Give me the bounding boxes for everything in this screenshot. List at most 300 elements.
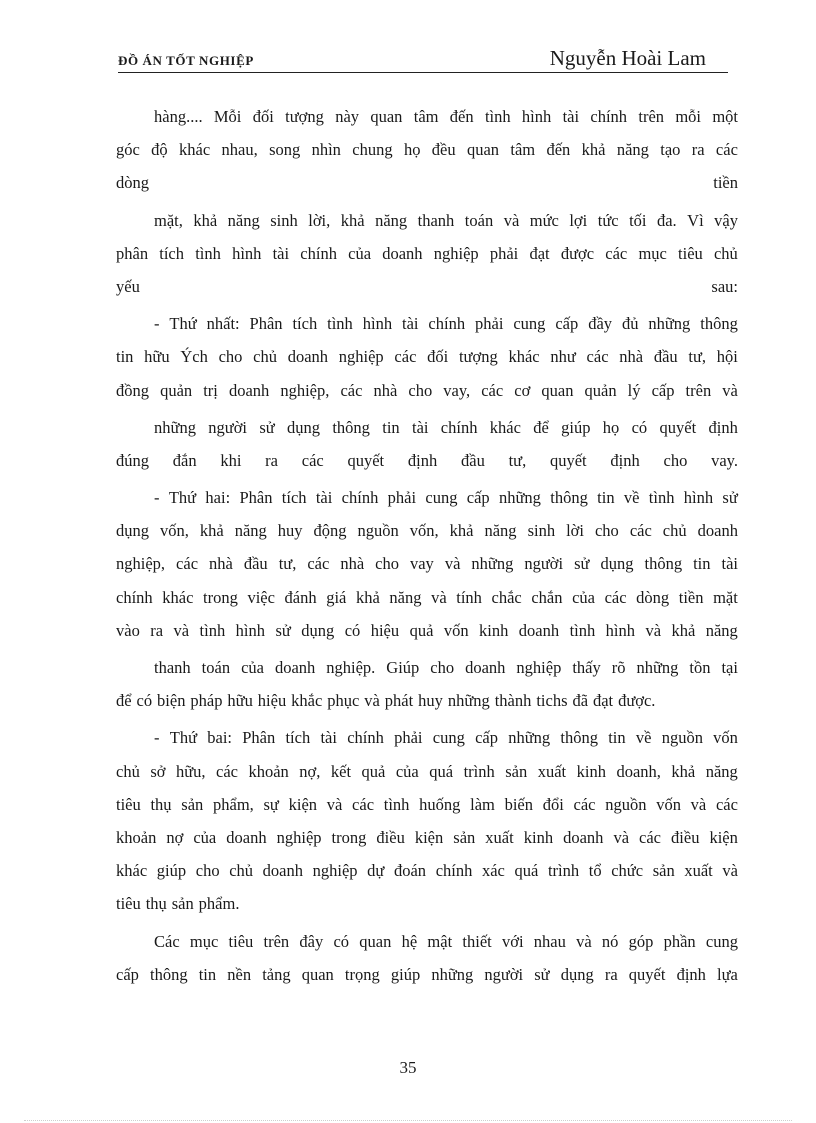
word: đối [427,347,449,367]
word: sản [453,827,476,847]
word: đến [449,107,474,126]
word: hình [235,620,265,640]
word: và [326,794,343,814]
word: hình [362,314,393,334]
word: nhà [340,554,365,574]
word: tiêu [116,794,141,814]
word: biến [504,794,533,814]
word: đúng [116,450,149,470]
word: quan [359,931,392,951]
word: giá [326,587,347,607]
word: chung [352,140,393,160]
word: thông [150,964,188,984]
word: sản [505,761,528,781]
word: thông [560,728,598,748]
word: huống [419,794,461,814]
text-line [116,411,738,444]
word: đầy [588,314,613,334]
word: tảng [262,964,291,984]
word: cho [430,658,455,677]
text-line [116,614,738,647]
word: các [340,380,363,400]
word: cấp [116,964,139,984]
word: họ [602,417,620,437]
word: và [431,587,447,607]
word: của [395,761,419,781]
word: đến [546,140,571,160]
word: dụng [116,521,149,541]
word: tài [315,488,333,508]
word: kinh [576,761,606,781]
word: phân [116,243,149,263]
word: thấy [572,658,601,677]
word: sử [534,964,550,984]
word: kiện [414,827,444,847]
word: quan [301,964,334,984]
word: thông [332,417,370,437]
word: và [613,827,630,847]
word: khắc [291,691,323,711]
word: tâm [413,107,439,126]
word: mặt [713,587,738,607]
word: hình [683,488,714,508]
word: chủ [253,347,277,367]
word: vốn, [409,521,439,541]
word: quyết [549,450,587,470]
word: nợ [166,827,184,847]
word: tài [402,314,419,334]
word: tình [484,107,511,126]
word: tại [721,658,738,677]
word: khác [162,587,194,607]
word: của [348,243,372,263]
word: quản [584,380,617,400]
word: dự [367,861,385,881]
word: trọng [344,964,380,984]
word: đổi [542,794,564,814]
text-line [116,444,738,477]
word: vốn, [160,521,189,541]
word: huy [418,691,443,711]
word: đầu [653,347,678,367]
word: Thứ [169,314,197,334]
word: dụng [560,964,594,984]
word: tình [569,620,596,640]
word: phẩm, [213,794,254,814]
word: được [560,243,595,263]
word: chính [428,314,466,334]
word: đầu [461,450,485,470]
word: Vì [687,210,704,230]
word: Phân [249,314,283,334]
word: tâm [510,140,536,160]
word: nền [227,964,252,984]
text-line [116,958,738,991]
word: lợi [569,210,588,230]
word: nghiệp, [116,554,166,574]
word: các [639,827,662,847]
word: những [498,488,541,508]
text-line [116,925,738,958]
word: doanh [274,658,316,677]
word: chủ [116,761,140,781]
word: xuất [537,761,567,781]
word: chính [347,728,384,748]
word: góc [116,140,140,160]
word: thông [550,488,588,508]
word: mặt, [154,210,183,230]
word: song [269,140,301,160]
word: tiêu [678,243,703,263]
word: khoản [116,827,157,847]
word: hữu, [175,761,206,781]
word: nhau [533,931,566,951]
word: hình [232,243,262,263]
word: tình [383,794,410,814]
word: nghiệp. [326,658,376,677]
word: ra [150,620,164,640]
word: khả [671,761,696,781]
word: tin [198,964,217,984]
word: và [173,620,190,640]
word: Phân [242,728,276,748]
word: tài [320,728,337,748]
word: thông [644,554,683,574]
word: này [335,107,360,126]
word: xác [481,861,505,881]
word: về [623,488,640,508]
word: tin [608,728,626,748]
word: nhà [619,347,644,367]
word: tài [721,554,738,574]
word: điều [671,827,700,847]
word: dòng [636,587,670,607]
word: năng [705,761,738,781]
word: định [407,450,438,470]
word: quả [361,761,386,781]
word: thanh [417,210,455,230]
word: tích [285,728,311,748]
word: và [444,554,461,574]
word: tài [562,107,580,126]
word: yếu [116,276,140,296]
word: có [136,691,153,711]
word: chính [116,587,153,607]
word: có [344,620,361,640]
word: chủ [713,243,738,263]
word: đoán [393,861,427,881]
word: tồn [689,658,711,677]
word: cấp [651,380,675,400]
word: tích [159,243,185,263]
word: lựa [717,964,738,984]
word: và [503,210,520,230]
text-line [116,374,738,407]
word: cung [432,728,465,748]
word: tin [597,488,615,508]
word: sản [171,894,194,914]
word: tư, [508,450,527,470]
word: hình [605,620,636,640]
word: đắn [172,450,197,470]
word: doanh [287,347,329,367]
word: Phân [239,488,273,508]
word: giúp [156,861,187,881]
word: đạt [592,691,614,711]
word: chắc [491,587,522,607]
word: doanh [697,521,738,541]
word: cho [663,450,688,470]
word: cấp [475,728,498,748]
word: chức [611,861,644,881]
word: quyết [628,964,666,984]
word: khả [340,210,365,230]
word: tài [411,417,429,437]
word: trình [463,761,495,781]
word: các [586,347,609,367]
word: quả [409,620,434,640]
text-line [116,307,738,340]
word: khi [220,450,242,470]
word: tích [292,314,318,334]
word: thành [494,691,532,711]
word: tin [693,554,711,574]
word: mỗi [675,107,702,126]
word: Mỗi [213,107,242,126]
word: chủ [229,861,254,881]
word: lời, [308,210,331,230]
word: thanh [154,658,191,677]
text-line [116,721,738,754]
word: cho [195,861,220,881]
word: định [676,964,706,984]
word: dụng [301,620,335,640]
word: tối [629,210,647,230]
word: các [176,554,199,574]
word: doanh [518,620,560,640]
footer-divider [24,1120,792,1121]
word: tư, [688,347,707,367]
word: khoản [248,761,289,781]
document-title: ĐỒ ÁN TỐT NGHIỆP [118,53,254,68]
word: phải [387,488,417,508]
word: tichs [536,691,568,711]
word: sản [652,861,675,881]
word: các [216,761,238,781]
word: doanh [228,380,270,400]
word: tiền [713,173,738,193]
word: sử [574,554,590,574]
word: doanh [465,658,506,677]
word: hiệu [257,691,287,711]
word: nghiệp [312,861,358,881]
word: cho [408,380,433,400]
word: có [333,931,350,951]
word: hội [716,347,738,367]
word: đạt [529,243,550,263]
word: với [501,931,524,951]
word: toán [464,210,494,230]
word: nhau, [221,140,258,160]
word: kinh [523,827,554,847]
word: góp [628,931,654,951]
word: cung [705,931,738,951]
word: Thứ [169,728,198,748]
word: tính [456,587,482,607]
word: năng [227,210,260,230]
word: trên [685,380,712,400]
word: khả [581,140,606,160]
text-line [116,581,738,614]
word: doanh [563,827,604,847]
word: đồng [116,380,149,400]
word: tình [648,488,675,508]
word: khác [179,140,211,160]
word: sự [263,794,279,814]
word: tình [327,314,353,334]
word: trong [331,827,367,847]
word: sinh [527,521,556,541]
word: những [154,417,196,437]
word: phải [489,243,519,263]
word: cho [594,521,619,541]
word: vốn [656,794,681,814]
word: kinh [479,620,509,640]
word: năng [484,521,517,541]
word: tình [195,243,221,263]
word: các [629,521,652,541]
word: khác [489,417,521,437]
word: nghiệp, [280,380,330,400]
word: đối [252,107,274,126]
word: quyết [659,417,697,437]
word: tượng [458,347,498,367]
word: họ [403,140,421,160]
word: phần [663,931,696,951]
word: phẩm. [198,894,240,914]
word: mục [189,931,219,951]
word: phải [475,314,504,334]
word: hình [521,107,552,126]
word: vay. [711,450,738,470]
word: các [604,587,627,607]
word: tình [199,620,226,640]
word: và [364,691,380,711]
word: doanh [226,827,267,847]
word: thông [700,314,738,334]
word: sở [150,761,166,781]
word: doanh [382,243,423,263]
word: vay, [443,380,471,400]
word: năng [375,210,408,230]
word: định [610,450,640,470]
word: tích [281,488,307,508]
word: tượng [285,107,324,126]
word: - [154,488,160,508]
word: dụng [600,554,634,574]
word: ra [691,140,705,160]
word: các [715,794,738,814]
word: năng [705,620,738,640]
word: đã [572,691,589,711]
body-text [116,100,738,991]
word: hàng.... [154,107,203,126]
word: vốn [713,728,738,748]
word: dụng [287,417,321,437]
word: cho [218,347,243,367]
word: để [116,691,132,711]
text-line [116,204,738,237]
word: cấp [466,488,490,508]
word: nguồn [605,794,647,814]
word: đa. [656,210,677,230]
word: vào [116,620,140,640]
text-line [116,514,738,547]
word: chính [341,488,379,508]
word: một [712,107,738,126]
word: kiện [288,794,318,814]
word: của [193,827,217,847]
word: cơ [514,380,531,400]
word: nó [601,931,619,951]
word: Thứ [168,488,197,508]
word: vậy [714,210,738,230]
word: nhất: [206,314,240,334]
word: nghiệp [433,243,479,263]
word: dòng [116,173,149,193]
word: khả [449,521,474,541]
word: của [241,658,264,677]
word: giúp [561,417,591,437]
word: nhà [209,554,233,574]
word: trên [638,107,665,126]
word: chính [300,243,337,263]
word: việc [247,587,275,607]
word: hệ [401,931,418,951]
word: đánh [284,587,317,607]
word: những [648,314,691,334]
word: quản [160,380,193,400]
word: rõ [611,658,626,677]
word: và [576,931,592,951]
text-line [116,651,738,684]
word: độ [151,140,168,160]
text-line [116,854,738,887]
word: chính [435,861,473,881]
word: phát [384,691,414,711]
word: tư, [278,554,297,574]
page-number: 35 [399,1058,417,1077]
word: người [208,417,248,437]
word: những [447,691,490,711]
word: nguồn [661,728,703,748]
word: khác [508,347,540,367]
word: sau: [711,276,738,296]
word: bai: [207,728,232,748]
word: được. [618,691,656,711]
word: tức [597,210,619,230]
word: có [631,417,648,437]
word: tin [116,347,134,367]
word: tiêu [116,894,141,914]
word: những [636,658,679,677]
word: Ých [180,347,208,367]
word: tiền [678,587,704,607]
word: điều [376,827,405,847]
word: Các [154,931,180,951]
word: chính [440,417,478,437]
word: của [572,587,595,607]
